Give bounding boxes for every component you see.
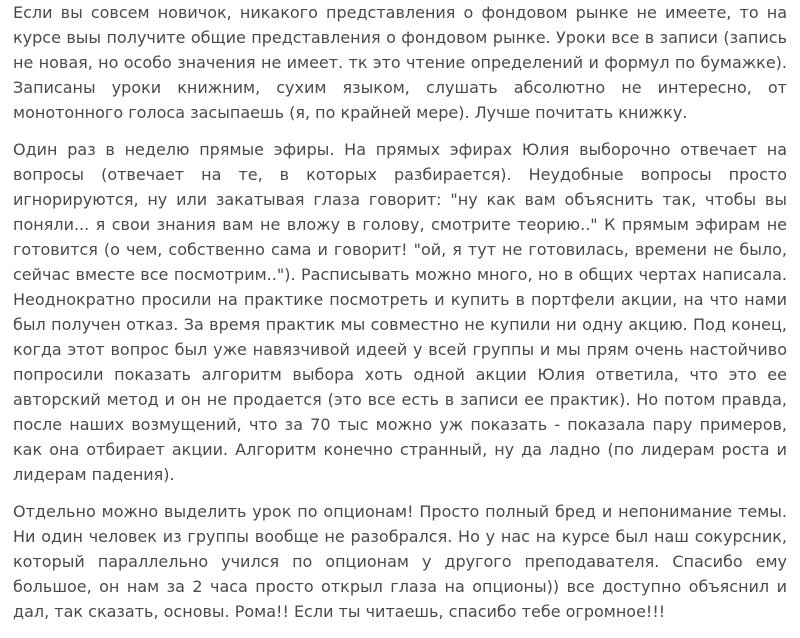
review-paragraph-intro: Если вы совсем новичок, никакого представления о фондовом рынке не имеете, то на курсе выы получите общие представления о фондовом рынке. Уроки все в записи (запись не новая, но особо значения не имеет. тк это чтение определений и формул по бумажке). Записаны уроки книжним, сухим языком, слушать абсолютно не интересно, от монотонного голоса засыпаешь (я, по крайней мере). Лучше почитать книжку.	[13, 3, 787, 122]
review-paragraph-live-streams: Один раз в неделю прямые эфиры. На прямых эфирах Юлия выборочно отвечает на вопросы (отвечает на те, в которых разбирается). Неудобные вопросы просто игнорируются, ну или закатывая глаза говорит: "ну как вам объяснить так, чтобы вы поняли... я свои знания вам не вложу в голову, смотрите теорию.." К прямым эфирам не готовится (о чем, собственно сама и говорит! "ой, я тут не готовилась, времени не было, сейчас вместе все посмотрим.."). Расписывать можно много, но в общих чертах написала. Неоднократно просили на практике посмотреть и купить в портфели акции, на что нами был получен отказ. За время практик мы совместно не купили ни одну акцию. Под конец, когда этот вопрос был уже навязчивой идеей у всей группы и мы прям очень настойчиво попросили показать алгоритм выбора хоть одной акции Юлия ответила, что это ее авторский метод и он не продается (это все есть в записи ее практик). Но потом правда, после наших возмущений, что за 70 тыс можно уж показать - показала пару примеров, как она отбирает акции. Алгоритм конечно странный, ну да ладно (по лидерам роста и лидерам падения).	[13, 140, 787, 484]
review-paragraph-options-lesson: Отдельно можно выделить урок по опционам! Просто полный бред и непонимание темы. Ни один человек из группы вообще не разобрался. Но у нас на курсе был наш сокурсник, который параллельно учился по опционам у другого преподавателя. Спасибо ему большое, он нам за 2 часа просто открыл глаза на опционы)) все доступно объяснил и дал, так сказать, основы. Рома!! Если ты читаешь, спасибо тебе огромное!!!	[13, 502, 787, 621]
